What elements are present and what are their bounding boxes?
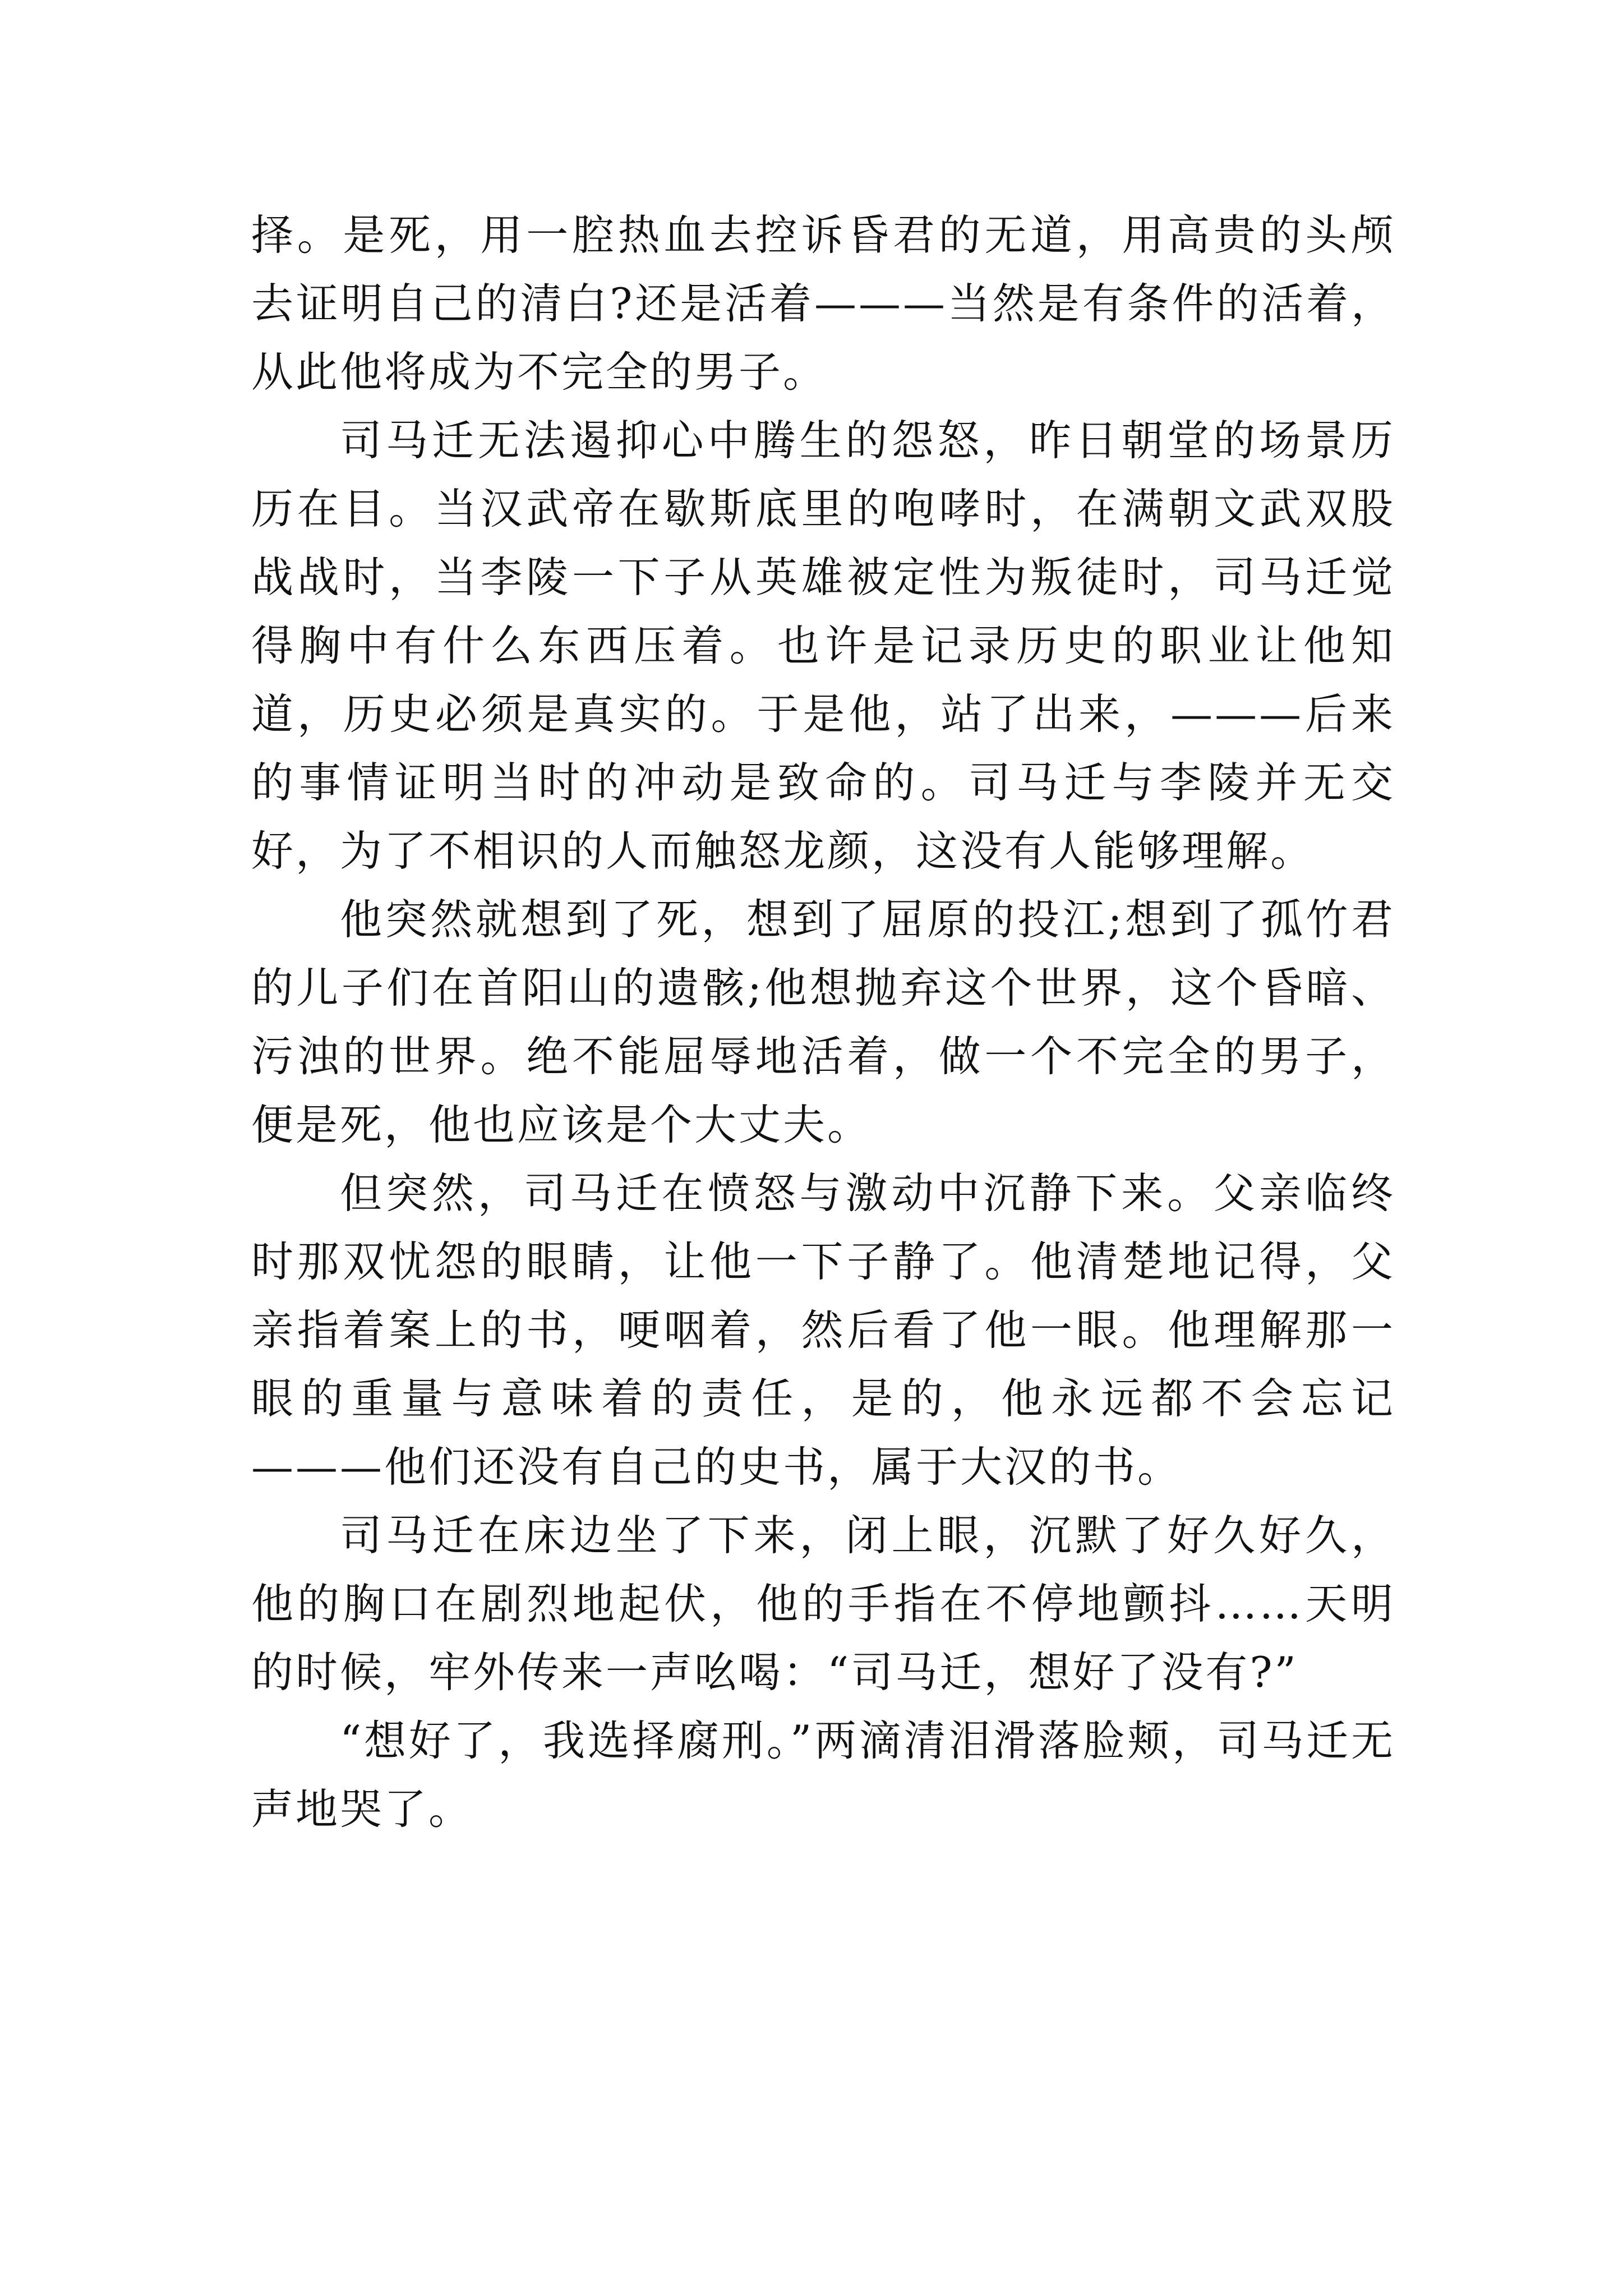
paragraph: “想好了，我选择腐刑。”两滴清泪滑落脸颊，司马迁无声地哭了。 — [251, 1716, 1395, 1834]
body-text — [251, 201, 1395, 1843]
paragraph: 但突然，司马迁在愤怒与激动中沉静下来。父亲临终时那双忧怨的眼睛，让他一下子静了。他清楚地记得，父亲指着案上的书，哽咽着，然后看了他一眼。他理解那一眼的重量与意味着的责任，是的，他永远都不会忘记———他们还没有自己的史书，属于大汉的书。 — [251, 1168, 1395, 1492]
paragraph: 司马迁无法遏抑心中腾生的怨怒，昨日朝堂的场景历历在目。当汉武帝在歇斯底里的咆哮时，在满朝文武双股战战时，当李陵一下子从英雄被定性为叛徒时，司马迁觉得胸中有什么东西压着。也许是记录历史的职业让他知道，历史必须是真实的。于是他，站了出来，———后来的事情证明当时的冲动是致命的。司马迁与李陵并无交好，为了不相识的人而触怒龙颜，这没有人能够理解。 — [251, 416, 1395, 876]
paragraph: 司马迁在床边坐了下来，闭上眼，沉默了好久好久，他的胸口在剧烈地起伏，他的手指在不停地颤抖……天明的时候，牢外传来一声吆喝：“司马迁，想好了没有?” — [251, 1511, 1395, 1697]
paragraph-continued: 择。是死，用一腔热血去控诉昏君的无道，用高贵的头颅去证明自己的清白?还是活着———当然是有条件的活着，从此他将成为不完全的男子。 — [251, 210, 1395, 397]
paragraph: 他突然就想到了死，想到了屈原的投江;想到了孤竹君的儿子们在首阳山的遗骸;他想抛弃这个世界，这个昏暗、污浊的世界。绝不能屈辱地活着，做一个不完全的男子，便是死，他也应该是个大丈夫。 — [251, 895, 1395, 1149]
